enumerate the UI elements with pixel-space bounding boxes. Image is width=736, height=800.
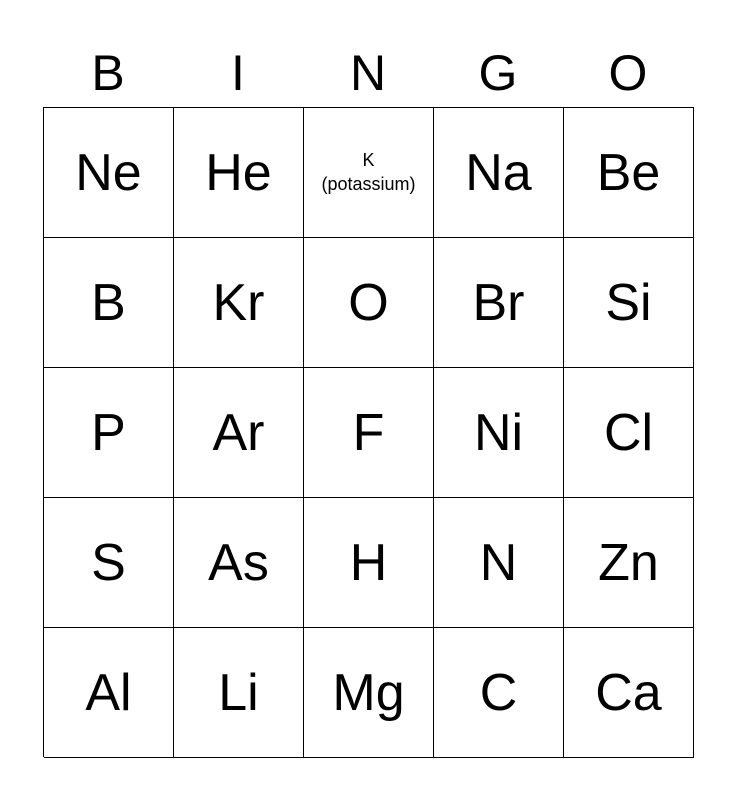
cell-label: Ne	[75, 143, 142, 202]
header-letter-g: G	[478, 45, 518, 101]
bingo-cell[interactable]	[44, 628, 174, 758]
cell-label: Zn	[598, 533, 659, 592]
bingo-cell[interactable]	[44, 238, 174, 368]
bingo-cell[interactable]	[564, 108, 694, 238]
bingo-cell[interactable]	[434, 108, 564, 238]
bingo-cell[interactable]	[304, 498, 434, 628]
cell-label: Mg	[332, 663, 405, 722]
bingo-cell[interactable]	[304, 108, 434, 238]
bingo-cell[interactable]	[304, 368, 434, 498]
bingo-cell[interactable]	[434, 498, 564, 628]
bingo-cell[interactable]	[564, 628, 694, 758]
bingo-cell[interactable]	[434, 368, 564, 498]
bingo-cell[interactable]	[434, 238, 564, 368]
cell-label: Na	[465, 143, 532, 202]
cell-label: He	[205, 143, 272, 202]
cell-label: Cl	[603, 403, 654, 462]
cell-label: K (potassium)	[321, 150, 416, 194]
bingo-card-grid	[43, 107, 694, 757]
bingo-cell[interactable]	[304, 628, 434, 758]
cell-label: O	[348, 273, 389, 332]
cell-label: C	[479, 663, 518, 722]
cell-label: Ni	[473, 403, 524, 462]
bingo-cell[interactable]	[564, 368, 694, 498]
bingo-cell[interactable]	[44, 368, 174, 498]
cell-label: Ca	[595, 663, 662, 722]
cell-label: Br	[472, 273, 525, 332]
bingo-cell[interactable]	[174, 238, 304, 368]
bingo-cell[interactable]	[44, 108, 174, 238]
bingo-cell[interactable]	[44, 498, 174, 628]
cell-label: Kr	[212, 273, 265, 332]
cell-label: As	[208, 533, 269, 592]
header-letter-i: I	[231, 45, 245, 101]
cell-label: S	[91, 533, 126, 592]
bingo-header	[43, 40, 693, 106]
header-letter-n: N	[349, 45, 387, 101]
cell-label: P	[91, 403, 126, 462]
cell-label: Li	[218, 663, 259, 722]
bingo-cell[interactable]	[304, 238, 434, 368]
bingo-cell[interactable]	[564, 238, 694, 368]
header-letter-b: B	[91, 45, 125, 101]
cell-label: H	[349, 533, 388, 592]
bingo-cell[interactable]	[174, 108, 304, 238]
bingo-cell[interactable]	[174, 368, 304, 498]
cell-label: Ar	[212, 403, 265, 462]
cell-label: Si	[605, 273, 652, 332]
header-letter-o: O	[608, 45, 648, 101]
cell-label: Al	[85, 663, 132, 722]
cell-label: Be	[596, 143, 661, 202]
cell-label: N	[479, 533, 518, 592]
bingo-cell[interactable]	[174, 498, 304, 628]
cell-label: F	[352, 403, 385, 462]
bingo-cell[interactable]	[174, 628, 304, 758]
bingo-cell[interactable]	[564, 498, 694, 628]
cell-label: B	[91, 273, 126, 332]
bingo-cell[interactable]	[434, 628, 564, 758]
